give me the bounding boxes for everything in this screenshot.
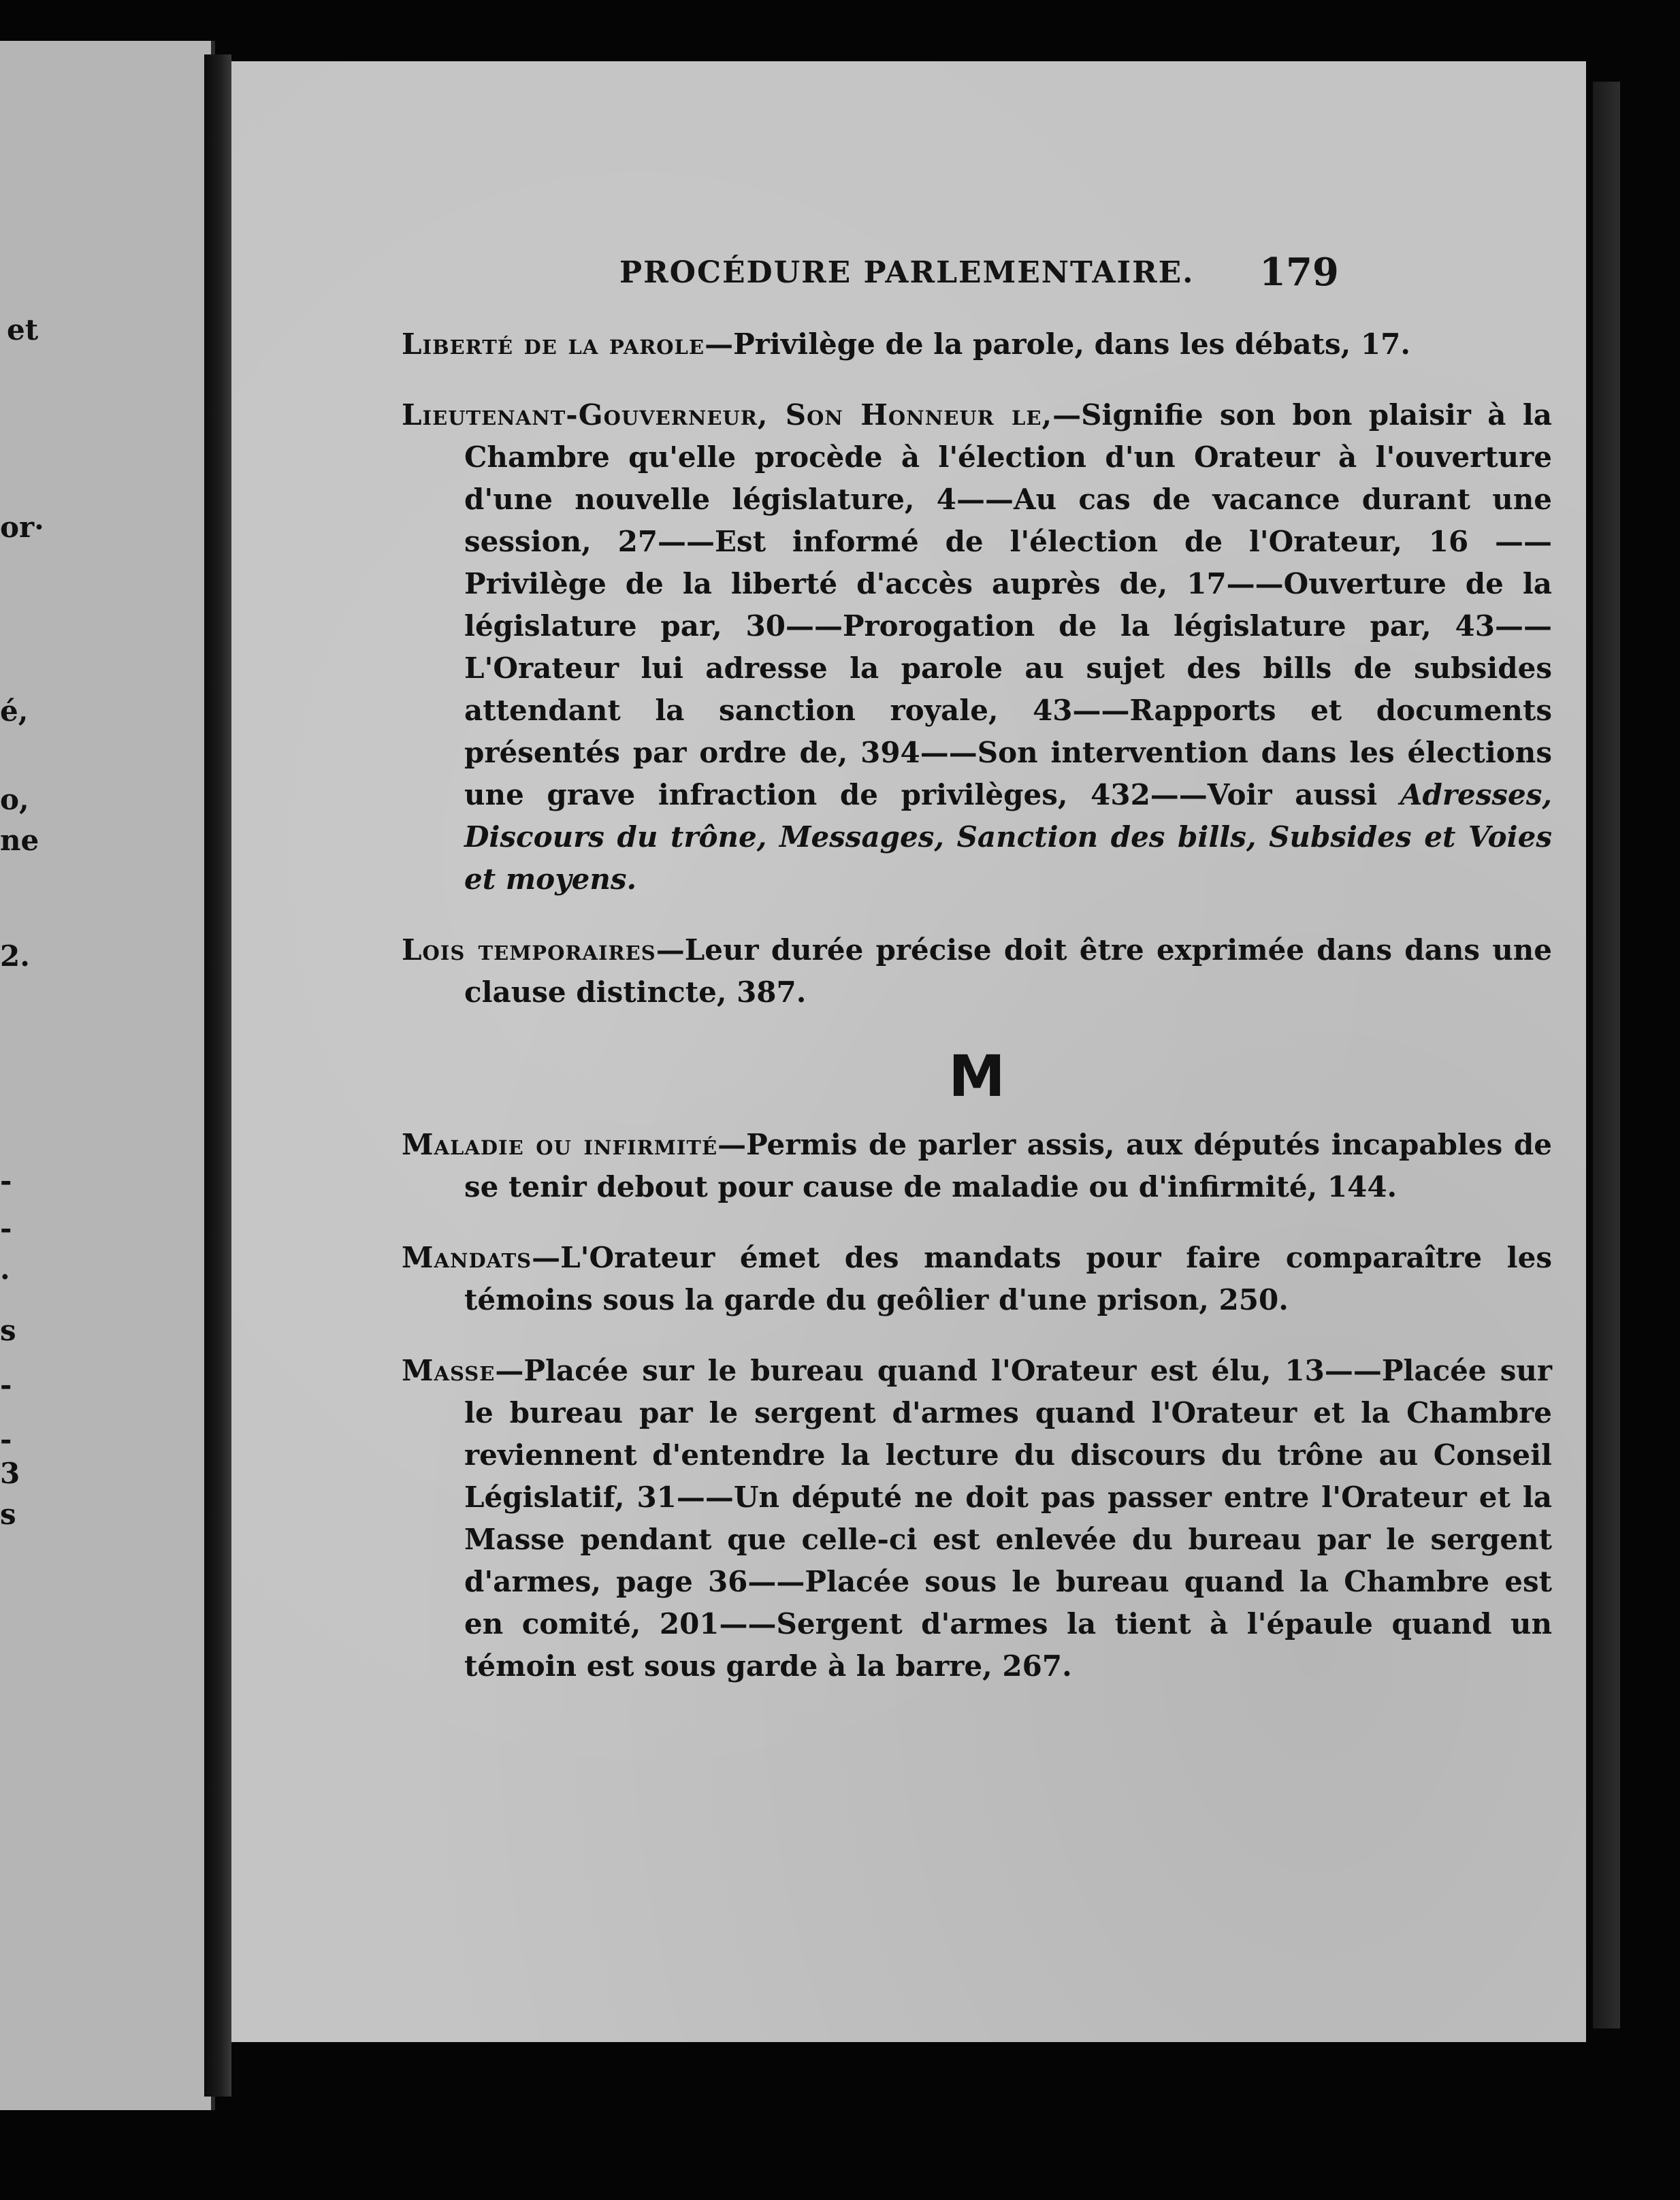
page-header <box>231 250 1586 310</box>
index-term: Maladie ou infirmité <box>402 1128 718 1161</box>
facing-page-fragment: - <box>0 1368 12 1402</box>
facing-page-fragment: ne <box>0 824 39 857</box>
facing-page-fragment: 2. <box>0 939 30 973</box>
index-entry-text: —L'Orateur émet des mandats pour faire comparaître les témoins sous la garde du geôlier d'une prison, 250. <box>464 1241 1552 1316</box>
index-term: Liberté de la parole <box>402 327 705 361</box>
index-entry-text: —Leur durée précise doit être exprimée dans dans une clause distincte, 387. <box>464 933 1552 1009</box>
index-entry-text: —Privilège de la parole, dans les débats, 17. <box>705 327 1410 361</box>
index-term: Lois temporaires <box>402 933 656 967</box>
index-entry <box>402 323 1552 366</box>
facing-page-fragment: s <box>0 1314 16 1347</box>
facing-page-fragment: . <box>0 1252 10 1286</box>
facing-page-fragment: s <box>0 1498 16 1531</box>
facing-page-fragment: 3 <box>0 1457 20 1490</box>
index-entry-text: —Signifie son bon plaisir à la Chambre qu'elle procède à l'élection d'un Orateur à l'ouverture d'une nouvelle législature, 4——Au cas de vacance durant une session, 27——Est informé de l'élection de l'Orateur, 16 ——Privilège de la liberté d'accès auprès de, 17——Ouverture de la législature par, 30——Prorogation de la législature par, 43—— L'Orateur lui adresse la parole au sujet des bills de subsides attendant la sanction royale, 43——Rapports et documents présentés par ordre de, 394——Son intervention dans les élections une grave infraction de privilèges, 432——Voir aussi <box>464 398 1552 811</box>
facing-page-fragment: - <box>0 1164 12 1197</box>
facing-page <box>0 41 215 2110</box>
index-entry-text: —Placée sur le bureau quand l'Orateur est élu, 13——Placée sur le bureau par le sergent d'armes quand l'Orateur et la Chambre reviennent d'entendre la lecture du discours du trône au Conseil Législatif, 31——Un député ne doit pas passer entre l'Orateur et la Masse pendant que celle-ci est enlevée du bureau par le sergent d'armes, page 36——Placée sous le bureau quand la Chambre est en comité, 201——Sergent d'armes la tient à l'épaule quand un témoin est sous garde à la barre, 267. <box>464 1354 1552 1683</box>
index-entry-text: —Permis de parler assis, aux députés incapables de se tenir debout pour cause de maladie ou d'infirmité, 144. <box>464 1128 1552 1203</box>
index-entry <box>402 1350 1552 1687</box>
facing-page-fragment: - <box>0 1212 12 1245</box>
index-term: Mandats <box>402 1241 532 1274</box>
facing-page-fragment: o, <box>0 783 29 816</box>
index-entry <box>402 1124 1552 1208</box>
facing-page-fragment: or· <box>0 511 44 544</box>
page-number: 179 <box>1259 250 1339 295</box>
book-spine <box>204 54 231 2097</box>
index-entry-see-also: Adresses, Discours du trône, Messages, Sanction des bills, Subsides et Voies et moyens. <box>464 778 1552 896</box>
index-entry <box>402 1237 1552 1321</box>
section-letter-heading: M <box>948 1043 1005 1110</box>
facing-page-fragment: et <box>7 313 39 346</box>
book-page <box>231 61 1586 2042</box>
running-head: PROCÉDURE PARLEMENTAIRE. <box>619 255 1195 290</box>
index-term: Masse <box>402 1354 496 1387</box>
index-term: Lieutenant-Gouverneur, Son Honneur le, <box>402 398 1053 432</box>
page-edge <box>1593 82 1620 2028</box>
facing-page-fragment: - <box>0 1423 12 1456</box>
index-content <box>402 323 1552 1716</box>
facing-page-fragment: é, <box>0 694 29 728</box>
index-entry <box>402 394 1552 901</box>
index-entry <box>402 929 1552 1014</box>
